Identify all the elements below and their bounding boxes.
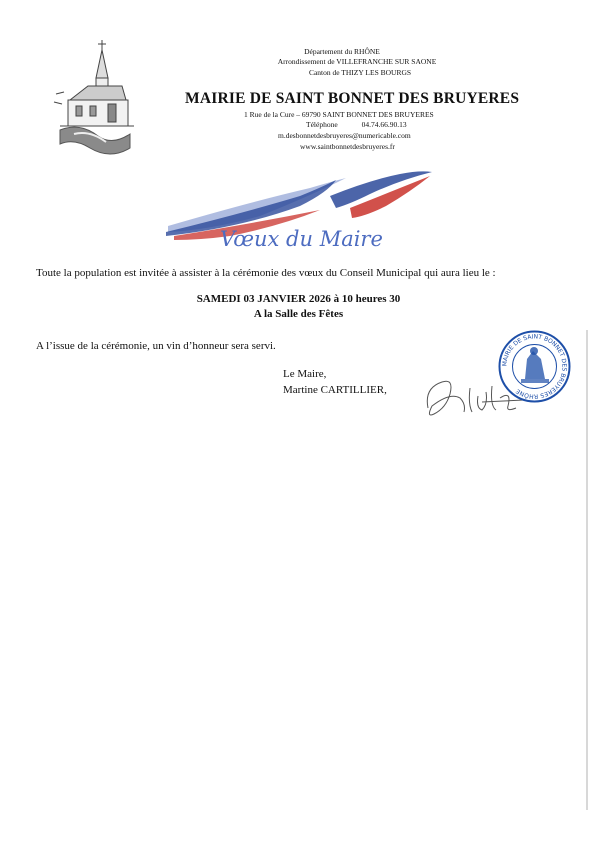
phone-label: Téléphone xyxy=(306,120,338,129)
vin-honneur-paragraph: A l’issue de la cérémonie, un vin d’honneur sera servi. xyxy=(36,340,276,352)
arrondissement-line: Arrondissement de VILLEFRANCHE SUR SAONE xyxy=(277,57,437,66)
signatory-title: Le Maire, xyxy=(283,368,327,380)
invitation-paragraph: Toute la population est invitée à assister à la cérémonie des vœux du Conseil Municipal qui aura lieu le : xyxy=(36,267,496,279)
email-address: m.desbonnetdesbruyeres@numericable.com xyxy=(278,131,411,140)
scan-edge-line xyxy=(586,330,588,810)
voeux-banner xyxy=(160,166,440,256)
event-date: SAMEDI 03 JANVIER 2026 à 10 heures 30 xyxy=(196,293,401,305)
signatory-name: Martine CARTILLIER, xyxy=(283,384,387,396)
event-place: A la Salle des Fêtes xyxy=(253,308,344,320)
website-link: www.saintbonnetdesbruyeres.fr xyxy=(300,142,395,151)
phone-number: 04.74.66.90.13 xyxy=(361,120,407,129)
stamp-text: MAIRIE DE SAINT BONNET DES BRUYERES RHÔNE xyxy=(501,333,568,400)
canton-line: Canton de THIZY LES BOURGS xyxy=(308,68,412,77)
page-title: MAIRIE DE SAINT BONNET DES BRUYERES xyxy=(185,90,520,107)
address-line: 1 Rue de la Cure – 69790 SAINT BONNET DES BRUYERES xyxy=(244,110,434,119)
mairie-logo-church-icon xyxy=(50,38,136,158)
departement-line: Département du RHÔNE xyxy=(304,47,380,56)
banner-text: Vœux du Maire xyxy=(220,227,383,251)
official-stamp-icon xyxy=(497,329,572,404)
phone-line xyxy=(306,120,407,129)
